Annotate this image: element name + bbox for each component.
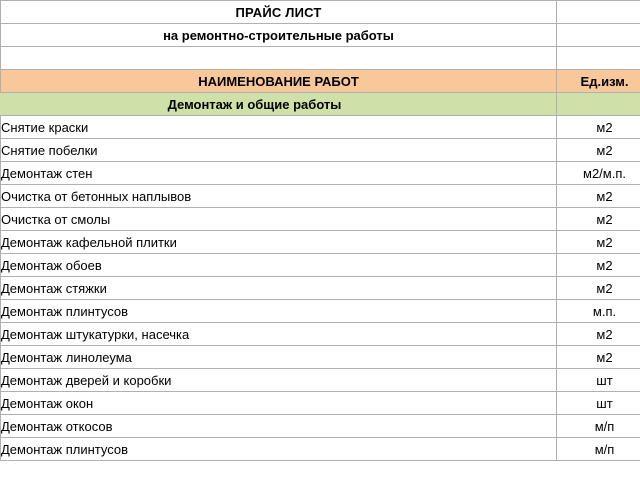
table-row xyxy=(0,116,640,139)
row-name: Демонтаж стен xyxy=(1,162,557,185)
document-subtitle: на ремонтно-строительные работы xyxy=(1,24,557,47)
table-row xyxy=(0,438,640,461)
row-unit: шт xyxy=(557,369,640,392)
section-unit-cell xyxy=(557,93,640,116)
table-row xyxy=(0,208,640,231)
row-unit: м2 xyxy=(557,185,640,208)
header-unit: Ед.изм. xyxy=(557,70,640,93)
row-name: Снятие побелки xyxy=(1,139,557,162)
table-row xyxy=(0,392,640,415)
table-row xyxy=(0,162,640,185)
row-name: Демонтаж дверей и коробки xyxy=(1,369,557,392)
table-row xyxy=(0,369,640,392)
row-name: Демонтаж штукатурки, насечка xyxy=(1,323,557,346)
row-name: Демонтаж линолеума xyxy=(1,346,557,369)
table-row xyxy=(0,346,640,369)
row-unit: м2 xyxy=(557,116,640,139)
row-unit: м2 xyxy=(557,208,640,231)
row-name: Демонтаж стяжки xyxy=(1,277,557,300)
row-unit: шт xyxy=(557,392,640,415)
row-name: Демонтаж окон xyxy=(1,392,557,415)
row-unit: м.п. xyxy=(557,300,640,323)
row-unit: м/п xyxy=(557,415,640,438)
spacer-cell-2 xyxy=(1,47,557,70)
spacer-row xyxy=(0,47,640,70)
row-name: Очистка от смолы xyxy=(1,208,557,231)
row-name: Демонтаж плинтусов xyxy=(1,438,557,461)
table-row xyxy=(0,231,640,254)
row-unit: м2 xyxy=(557,323,640,346)
document-title: ПРАЙС ЛИСТ xyxy=(1,1,557,24)
title-spacer-right xyxy=(557,1,640,24)
row-unit: м2 xyxy=(557,231,640,254)
table-row xyxy=(0,185,640,208)
table-header-row xyxy=(0,70,640,93)
row-unit: м2 xyxy=(557,346,640,369)
row-name: Демонтаж обоев xyxy=(1,254,557,277)
row-unit: м2/м.п. xyxy=(557,162,640,185)
header-name: НАИМЕНОВАНИЕ РАБОТ xyxy=(1,70,557,93)
table-row xyxy=(0,139,640,162)
row-name: Демонтаж плинтусов xyxy=(1,300,557,323)
table-row xyxy=(0,277,640,300)
row-unit: м2 xyxy=(557,277,640,300)
table-row xyxy=(0,300,640,323)
table-row xyxy=(0,323,640,346)
row-name: Очистка от бетонных наплывов xyxy=(1,185,557,208)
row-unit: м2 xyxy=(557,254,640,277)
row-name: Демонтаж откосов xyxy=(1,415,557,438)
spacer-cell-3 xyxy=(557,47,640,70)
table-row xyxy=(0,415,640,438)
document-subtitle-row xyxy=(0,24,640,47)
row-name: Снятие краски xyxy=(1,116,557,139)
section-title: Демонтаж и общие работы xyxy=(0,93,557,116)
subtitle-spacer-right xyxy=(557,24,640,47)
document-title-row xyxy=(0,1,640,24)
row-unit: м/п xyxy=(557,438,640,461)
section-header-row xyxy=(0,93,640,116)
row-unit: м2 xyxy=(557,139,640,162)
table-row xyxy=(0,254,640,277)
row-name: Демонтаж кафельной плитки xyxy=(1,231,557,254)
